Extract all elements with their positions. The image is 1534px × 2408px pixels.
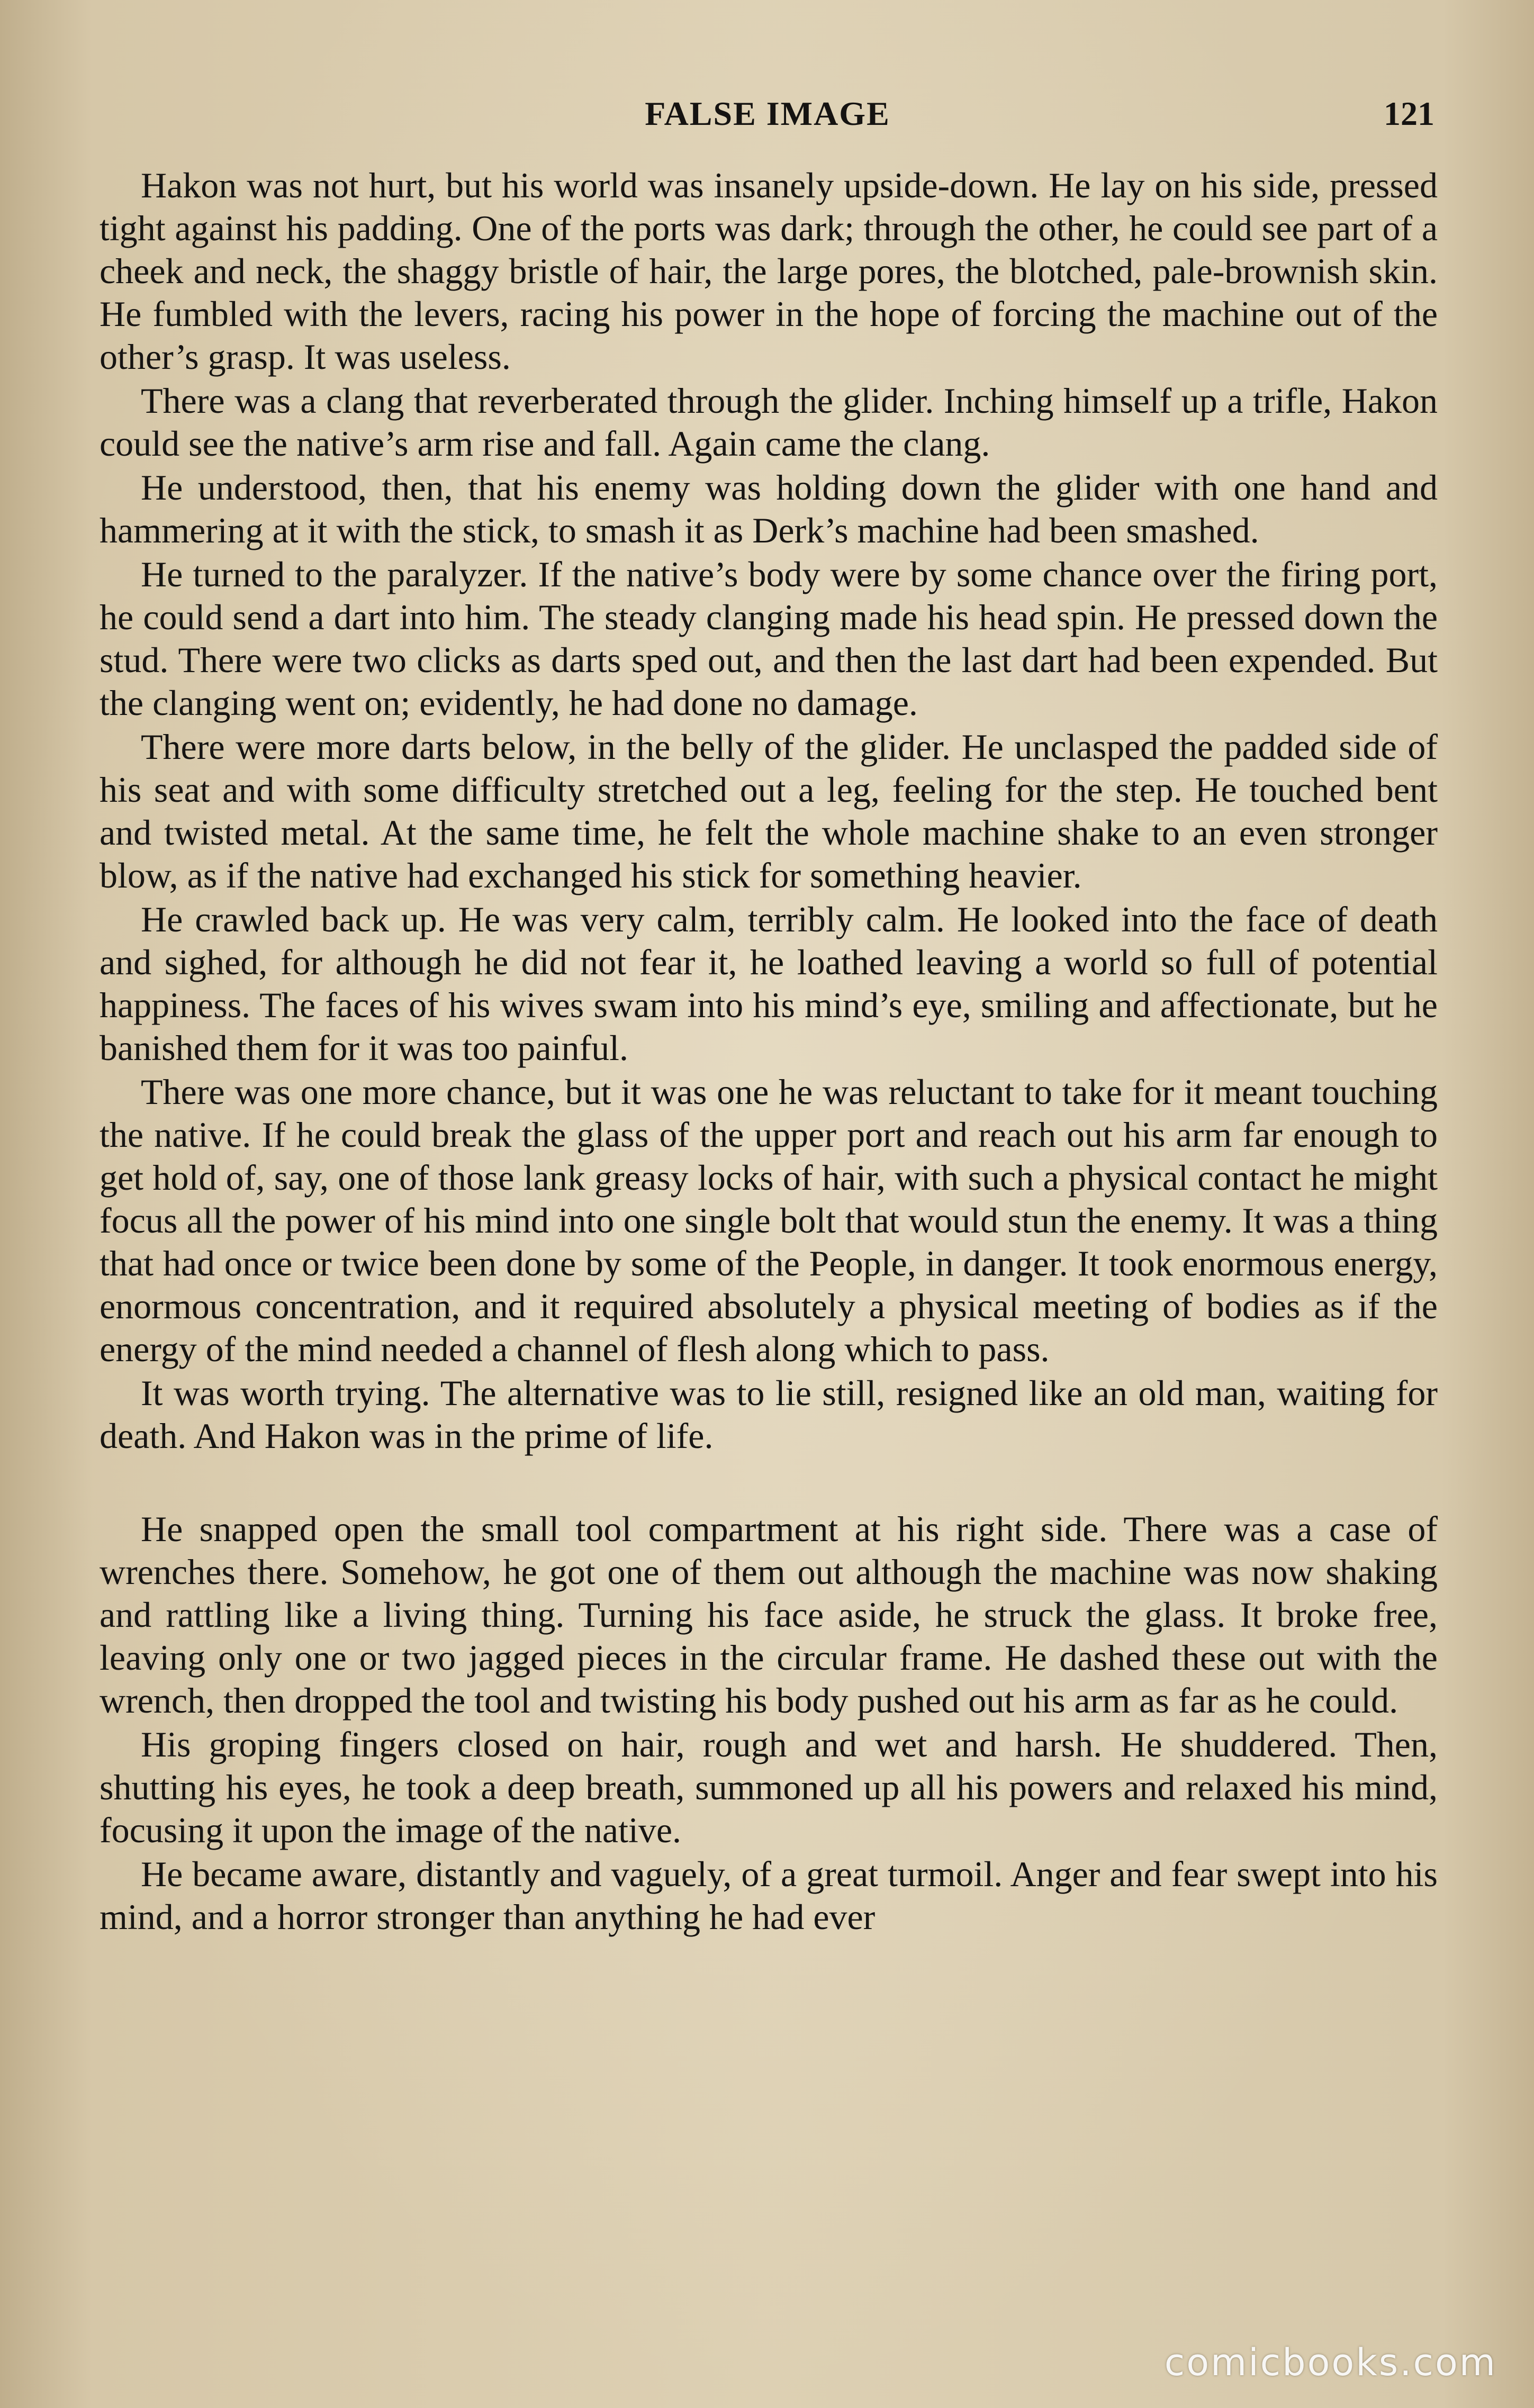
- paragraph: There was a clang that reverberated through the glider. Inching himself up a trifle, Hakon could see the native’s arm rise and fall. Again came the clang.: [100, 381, 1438, 464]
- watermark: comicbooks.com: [1164, 2341, 1497, 2384]
- paragraph: He understood, then, that his enemy was holding down the glider with one hand and hammering at it with the stick, to smash it as Derk’s machine had been smashed.: [100, 467, 1438, 550]
- body-text: [100, 164, 1438, 1940]
- page-number: 121: [1384, 95, 1434, 132]
- paragraph: Hakon was not hurt, but his world was insanely upside-down. He lay on his side, pressed tight against his padding. One of the ports was dark; through the other, he could see part of a cheek and neck, the shaggy bristle of hair, the large pores, the blotched, pale-brownish skin. He fumbled with the levers, racing his power in the hope of forcing the machine out of the other’s grasp. It was useless.: [100, 165, 1438, 377]
- paragraph: He snapped open the small tool compartment at his right side. There was a case of wrenches there. Somehow, he got one of them out although the machine was now shaking and rattling like a living thing. Turning his face aside, he struck the glass. It broke free, leaving only one or two jagged pieces in the circular frame. He dashed these out with the wrench, then dropped the tool and twisting his body pushed out his arm as far as he could.: [100, 1509, 1438, 1721]
- paragraph: He became aware, distantly and vaguely, of a great turmoil. Anger and fear swept into his mind, and a horror stronger than anything he had ever: [100, 1854, 1438, 1937]
- page-header: [101, 94, 1434, 142]
- paragraph: He crawled back up. He was very calm, terribly calm. He looked into the face of death and sighed, for although he did not fear it, he loathed leaving a world so full of potential happiness. The faces of his wives swam into his mind’s eye, smiling and affectionate, but he banished them for it was too painful.: [100, 899, 1438, 1068]
- paragraph: There were more darts below, in the belly of the glider. He unclasped the padded side of his seat and with some difficulty stretched out a leg, feeling for the step. He touched bent and twisted metal. At the same time, he felt the whole machine shake to an even stronger blow, as if the native had exchanged his stick for something heavier.: [100, 727, 1438, 895]
- paragraph: His groping fingers closed on hair, rough and wet and harsh. He shuddered. Then, shutting his eyes, he took a deep breath, summoned up all his powers and relaxed his mind, focusing it upon the image of the native.: [100, 1724, 1438, 1850]
- paragraph: There was one more chance, but it was one he was reluctant to take for it meant touching the native. If he could break the glass of the upper port and reach out his arm far enough to get hold of, say, one of those lank greasy locks of hair, with such a physical contact he might focus all the power of his mind into one single bolt that would stun the enemy. It was a thing that had once or twice been done by some of the People, in danger. It took enormous energy, enormous concentration, and it required absolutely a physical meeting of bodies as if the energy of the mind needed a channel of flesh along which to pass.: [100, 1072, 1438, 1369]
- running-title: FALSE IMAGE: [645, 95, 890, 132]
- paragraph: It was worth trying. The alternative was to lie still, resigned like an old man, waiting for death. And Hakon was in the prime of life.: [100, 1373, 1438, 1456]
- paragraph: He turned to the paralyzer. If the native’s body were by some chance over the firing port, he could send a dart into him. The steady clanging made his head spin. He pressed down the stud. There were two clicks as darts sped out, and then the last dart had been expended. But the clanging went on; evidently, he had done no damage.: [100, 554, 1438, 723]
